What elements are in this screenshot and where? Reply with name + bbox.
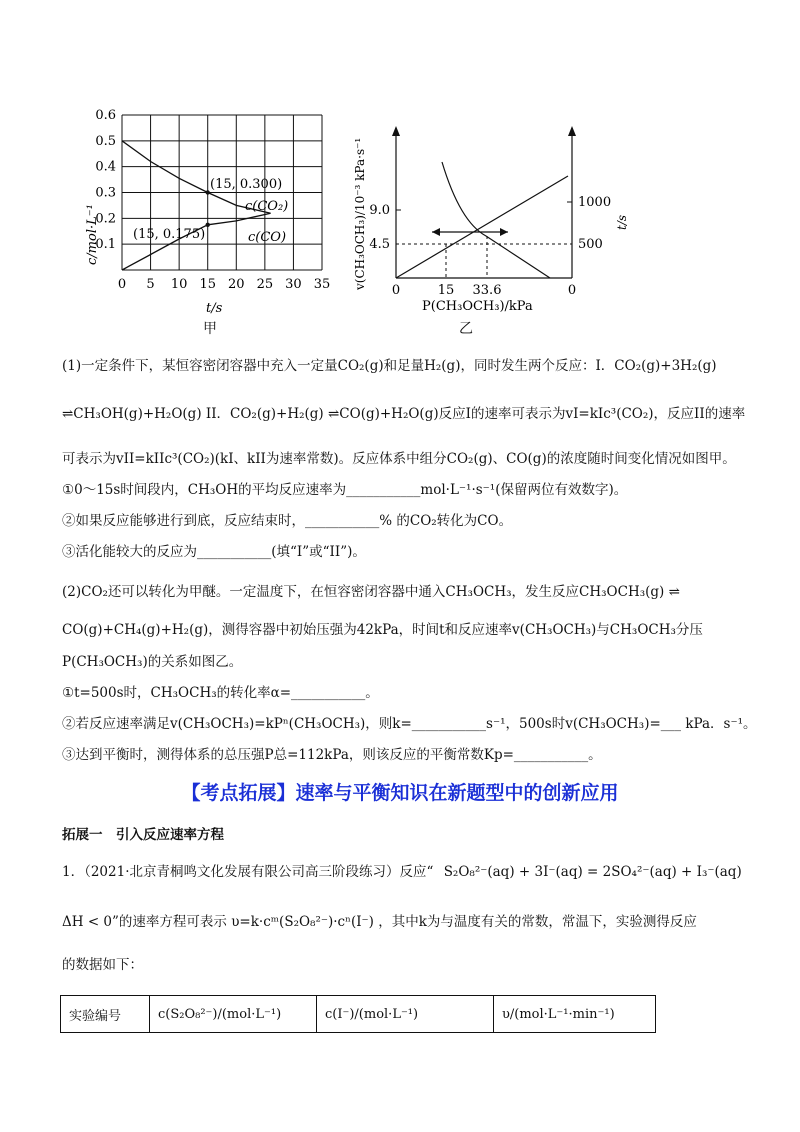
- example-1-line2-rest: ，其中k为与温度有关的常数，常温下，实验测得反应: [378, 914, 697, 930]
- x-tick-label: 0: [117, 277, 127, 292]
- x-tick-label: 33.6: [472, 283, 502, 298]
- jia-xlabel: t/s: [206, 301, 223, 316]
- x-tick-label: 30: [285, 277, 302, 292]
- arrow-head-right: [500, 228, 508, 236]
- figure-yi: [350, 110, 640, 320]
- x-tick-label: 20: [228, 277, 245, 292]
- y-tick-label: 4.5: [369, 237, 390, 252]
- x-tick-label: 15: [437, 283, 455, 298]
- example-1-source: 1．（2021·北京青桐鸣文化发展有限公司高三阶段练习）反应“: [62, 864, 434, 880]
- q1-line2: ⇌CH₃OH(g)+H₂O(g) II．CO₂(g)+H₂(g) ⇌CO(g)+H₂O(g)反应I的速率可表示为vI=kIc³(CO₂)，反应II的速率: [62, 406, 746, 422]
- table-header-row: [61, 996, 656, 1033]
- jia-ylabel: c/mol·L⁻¹: [85, 204, 100, 265]
- y-tick-label: 0.4: [95, 159, 116, 175]
- jia-grid: [122, 115, 322, 270]
- jia-co2-label: c(CO₂): [245, 199, 289, 214]
- table-header-cell: 实验编号: [61, 996, 150, 1033]
- x-tick-label: 0: [391, 283, 401, 298]
- arrow-head-left: [432, 228, 440, 236]
- y-tick-label: 9.0: [369, 203, 390, 218]
- y-axis-right-arrow: [568, 126, 576, 136]
- jia-co-label: c(CO): [248, 230, 287, 245]
- section-title: 【考点拓展】速率与平衡知识在新题型中的创新应用: [181, 782, 619, 804]
- jia-point1-label: (15, 0.300): [210, 177, 283, 192]
- yi-ylabel: v(CH₃OCH₃)/10⁻³ kPa·s⁻¹: [353, 137, 367, 290]
- table-header-cell: c(I⁻)/(mol·L⁻¹): [317, 996, 494, 1033]
- x-tick-label: 5: [146, 277, 155, 292]
- right-tick-label: 500: [578, 237, 603, 252]
- q1-line1: (1)一定条件下，某恒容密闭容器中充入一定量CO₂(g)和足量H₂(g)，同时发生两个反应：I．CO₂(g)+3H₂(g): [62, 358, 717, 374]
- example-1-line3: 的数据如下：: [62, 957, 143, 973]
- yi-right-label: t/s: [615, 214, 629, 230]
- rate-equation: υ=k·cᵐ(S₂O₈²⁻)·cⁿ(I⁻): [231, 914, 374, 930]
- data-table: [60, 995, 656, 1033]
- delta-h-text: ΔH < 0”的速率方程可表示: [62, 914, 227, 930]
- series-line-time: [442, 162, 550, 278]
- x-tick-label: 0: [567, 283, 577, 298]
- q1-sub-b: ②如果反应能够进行到底，反应结束时，___________% 的CO₂转化为CO。: [62, 513, 513, 529]
- table-header-cell: c(S₂O₈²⁻)/(mol·L⁻¹): [150, 996, 317, 1033]
- q2-sub-b: ②若反应速率满足v(CH₃OCH₃)=kPⁿ(CH₃OCH₃)，则k=___________s⁻¹，500s时v(CH₃OCH₃)=___ kPa．s⁻¹。: [62, 716, 757, 732]
- jia-caption: 甲: [203, 321, 217, 337]
- example-1-line2: [62, 912, 697, 932]
- jia-point2-label: (15, 0.175): [133, 227, 206, 242]
- y-tick-label: 0.5: [95, 133, 116, 149]
- y-axis-left-arrow: [392, 126, 400, 136]
- yi-caption: 乙: [459, 321, 473, 337]
- y-tick-label: 0.3: [95, 185, 116, 201]
- series-line-rate: [396, 176, 568, 278]
- q2-line3: P(CH₃OCH₃)的关系如图乙。: [62, 654, 243, 670]
- table-header-cell: υ/(mol·L⁻¹·min⁻¹): [494, 996, 656, 1033]
- right-tick-label: 1000: [578, 195, 612, 210]
- q2-line1: (2)CO₂还可以转化为甲醚。一定温度下，在恒容密闭容器中通入CH₃OCH₃，发生反应CH₃OCH₃(g) ⇌: [62, 584, 680, 600]
- q2-sub-a: ①t=500s时，CH₃OCH₃的转化率α=___________。: [62, 685, 379, 701]
- sub-title: 拓展一 引入反应速率方程: [62, 827, 224, 843]
- q2-sub-c: ③达到平衡时，测得体系的总压强P总=112kPa，则该反应的平衡常数Kp=___________。: [62, 747, 602, 763]
- x-tick-label: 15: [199, 277, 216, 292]
- q2-line2: CO(g)+CH₄(g)+H₂(g)，测得容器中初始压强为42kPa，时间t和反应速率v(CH₃OCH₃)与CH₃OCH₃分压: [62, 622, 703, 638]
- q1-line3: 可表示为vII=kIIc³(CO₂)(kI、kII为速率常数)。反应体系中组分CO₂(g)、CO(g)的浓度随时间变化情况如图甲。: [62, 451, 736, 467]
- x-tick-label: 10: [170, 277, 188, 292]
- jia-ticks: [95, 108, 330, 292]
- data-point-co-15: [206, 223, 210, 227]
- q1-sub-c: ③活化能较大的反应为___________(填“I”或“II”)。: [62, 544, 366, 560]
- q1-sub-a: ①0～15s时间段内，CH₃OH的平均反应速率为___________mol·L⁻¹·s⁻¹(保留两位有效数字)。: [62, 482, 628, 498]
- y-tick-label: 0.2: [95, 211, 116, 227]
- y-tick-label: 0.1: [95, 237, 116, 253]
- example-1-equation: S₂O₈²⁻(aq) + 3I⁻(aq) = 2SO₄²⁻(aq) + I₃⁻(aq): [443, 864, 742, 880]
- figure-jia: [85, 100, 350, 340]
- yi-xlabel: P(CH₃OCH₃)/kPa: [422, 299, 533, 314]
- yi-plot: [369, 126, 611, 298]
- y-tick-label: 0.6: [95, 108, 116, 123]
- x-tick-label: 25: [256, 277, 274, 292]
- x-tick-label: 35: [313, 277, 331, 292]
- example-1-line1: [62, 862, 742, 882]
